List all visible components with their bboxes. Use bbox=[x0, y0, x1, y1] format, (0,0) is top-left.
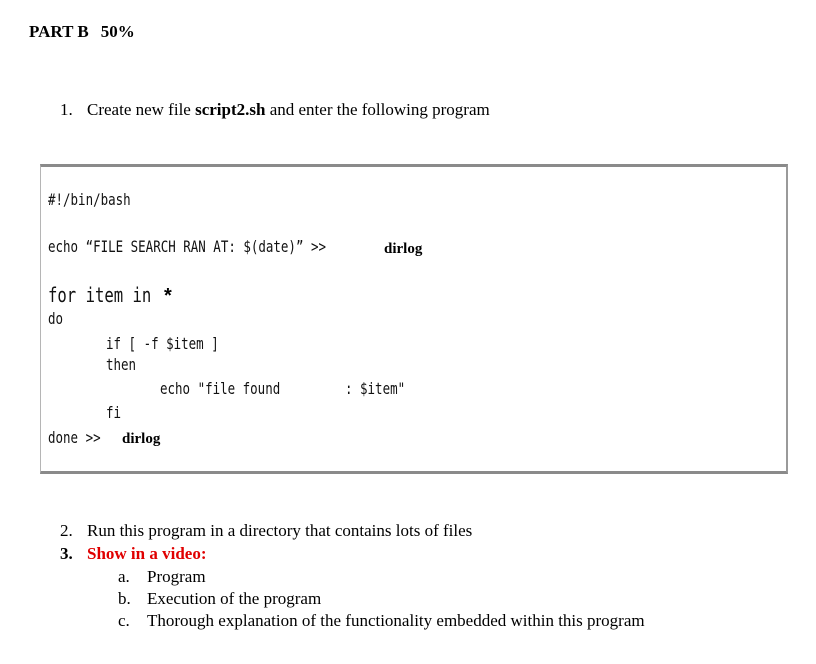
code-line-fi: fi bbox=[106, 403, 122, 422]
code-line-do: do bbox=[48, 309, 64, 328]
sub-item-a bbox=[118, 566, 206, 588]
step-1-filename: script2.sh bbox=[195, 100, 266, 119]
step-1-number: 1. bbox=[60, 100, 73, 119]
part-label: PART B bbox=[29, 22, 89, 41]
step-3 bbox=[60, 543, 207, 565]
section-heading bbox=[29, 22, 135, 42]
code-line-done: done >> bbox=[48, 428, 101, 447]
code-line-for: for item in bbox=[48, 283, 152, 307]
code-line-if: if [ -f $item ] bbox=[106, 334, 219, 353]
code-line-then: then bbox=[106, 355, 137, 374]
sub-item-letter: c. bbox=[118, 611, 130, 630]
sub-item-letter: a. bbox=[118, 567, 130, 586]
percent-label: 50% bbox=[100, 22, 135, 41]
code-dirlog-1: dirlog bbox=[384, 241, 423, 257]
code-line-shebang: #!/bin/bash bbox=[48, 190, 131, 209]
code-dirlog-2: dirlog bbox=[122, 431, 161, 447]
step-2-number: 2. bbox=[60, 521, 73, 540]
step-3-number: 3. bbox=[60, 544, 73, 563]
sub-item-text: Program bbox=[147, 567, 206, 586]
step-1-text-pre: Create new file bbox=[87, 100, 196, 119]
step-2-text: Run this program in a directory that contains lots of files bbox=[87, 521, 473, 540]
code-line-echo-item: : $item" bbox=[345, 379, 406, 398]
code-box bbox=[40, 164, 788, 474]
code-star: * bbox=[164, 285, 172, 307]
code-line-echo: echo “FILE SEARCH RAN AT: $(date)” >> bbox=[48, 237, 327, 256]
sub-item-letter: b. bbox=[118, 589, 131, 608]
sub-item-text: Execution of the program bbox=[147, 589, 322, 608]
sub-item-b bbox=[118, 588, 321, 610]
code-line-echo-found: echo "file found bbox=[160, 379, 281, 398]
sub-item-c bbox=[118, 610, 645, 632]
sub-item-text: Thorough explanation of the functionality embedded within this program bbox=[147, 611, 645, 630]
step-2 bbox=[60, 520, 472, 542]
step-1-text-post: and enter the following program bbox=[265, 100, 490, 119]
step-1 bbox=[60, 99, 490, 121]
step-3-text: Show in a video: bbox=[87, 544, 207, 563]
